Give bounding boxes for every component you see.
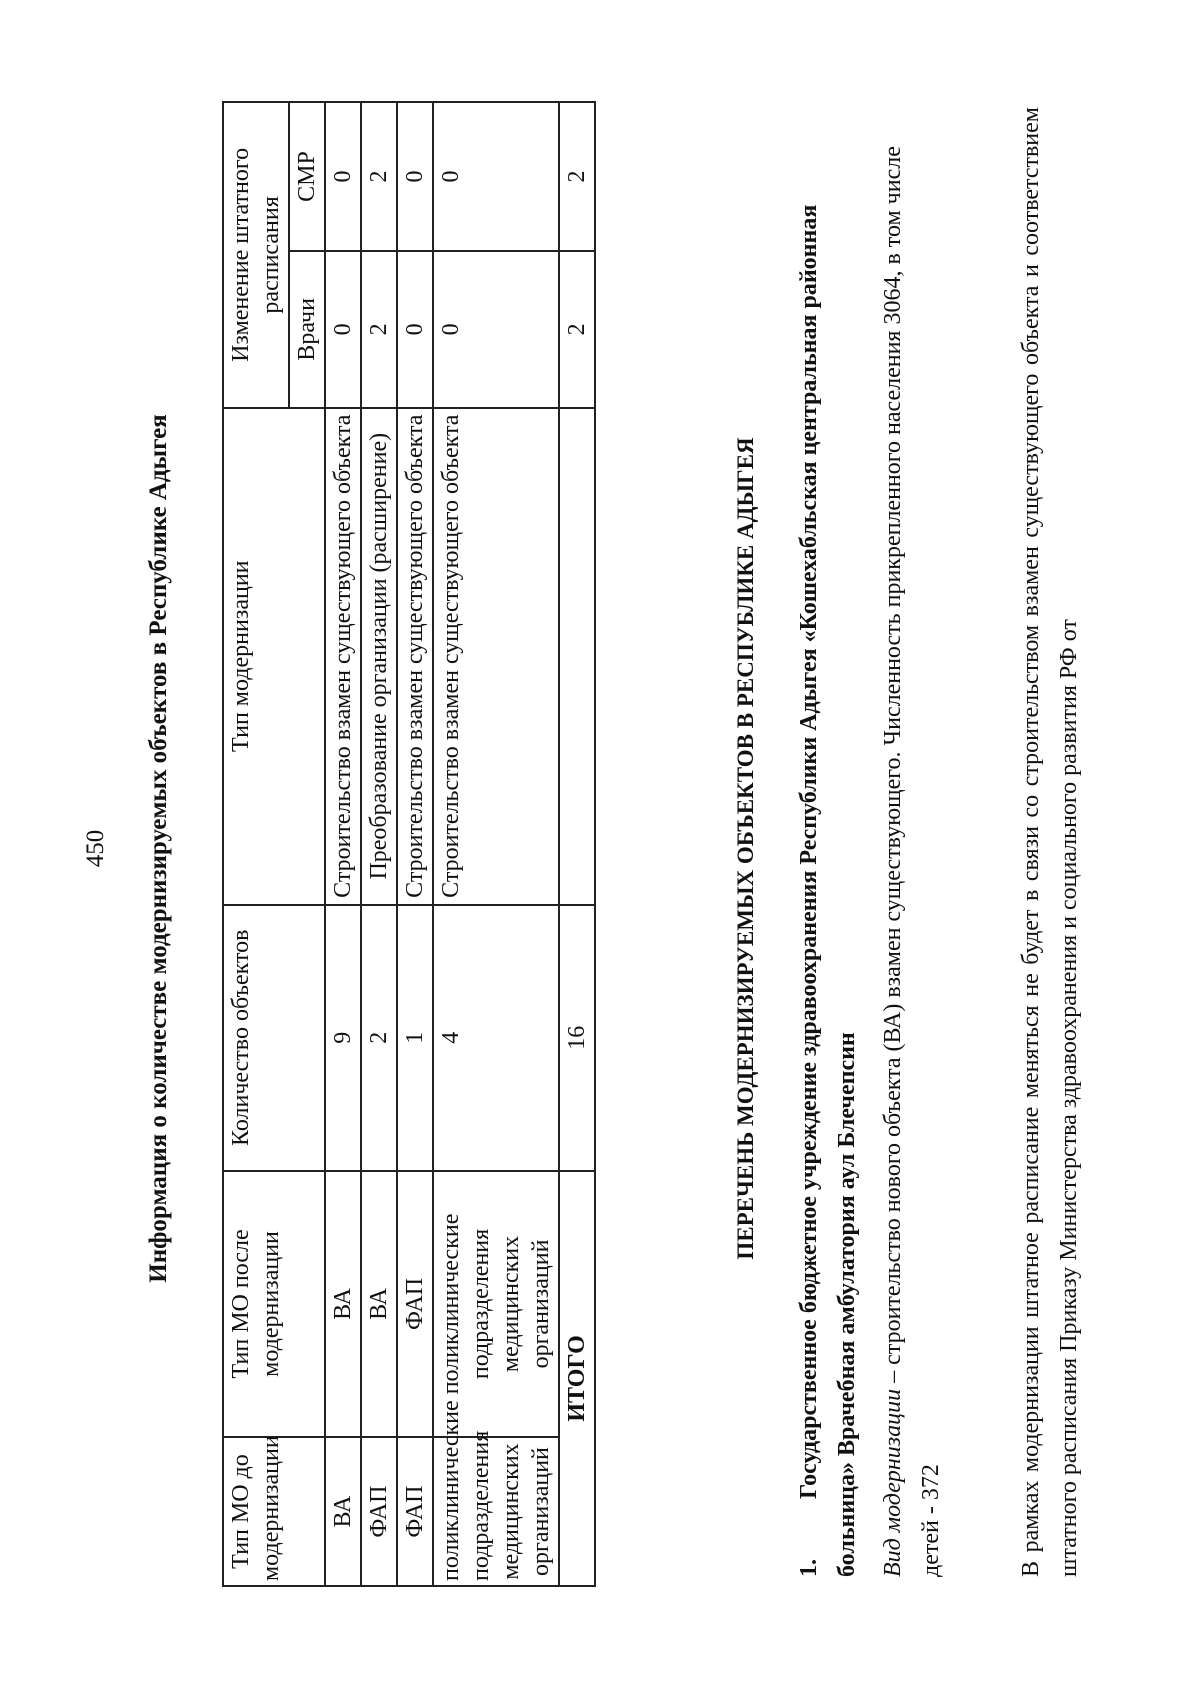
header-staff-change: Изменение штатного расписания	[223, 102, 289, 408]
header-type-after: Тип МО после модернизации	[223, 1171, 325, 1437]
cell-type: Строительство взамен существующего объекта	[433, 408, 559, 905]
cell-total-doctors: 2	[559, 251, 595, 408]
staffing-paragraph: В рамках модернизации штатное расписание меняться не будет в связи со строительством взамен существующего объекта и соответствием штатного расписания Приказу Министерства здравоохранения и социального развития РФ от	[1018, 107, 1082, 1577]
cell-smr: 0	[325, 102, 361, 251]
page-number: 450	[82, 829, 109, 868]
section-text: Государственное бюджетное учреждение здравоохранения Республики Адыгея «Кошехабльская центральная районная больница» Врачебная амбулатория аул Блечепсин	[796, 204, 860, 1577]
cell-doctors: 0	[433, 251, 559, 408]
cell-before: ФАП	[397, 1437, 433, 1586]
cell-smr: 0	[397, 102, 433, 251]
cell-after: ВА	[325, 1171, 361, 1437]
objects-table	[222, 101, 596, 1587]
cell-doctors: 0	[325, 251, 361, 408]
table-row	[397, 102, 433, 1586]
header-count: Количество объектов	[223, 905, 325, 1171]
section-heading	[790, 107, 866, 1577]
table-header-row	[223, 102, 289, 1586]
header-doctors: Врачи	[289, 251, 325, 408]
cell-total-empty	[559, 408, 595, 905]
section-number: 1.	[796, 1559, 822, 1577]
cell-before: поликлинические подразделения медицинских организаций	[433, 1437, 559, 1586]
cell-doctors: 2	[361, 251, 397, 408]
header-modernization-type: Тип модернизации	[223, 408, 325, 905]
cell-type: Преобразование организации (расширение)	[361, 408, 397, 905]
cell-after: поликлинические подразделения медицинских организаций	[433, 1171, 559, 1437]
cell-type: Строительство взамен существующего объекта	[325, 408, 361, 905]
cell-count: 4	[433, 905, 559, 1171]
table-row	[361, 102, 397, 1586]
cell-doctors: 0	[397, 251, 433, 408]
cell-total-smr: 2	[559, 102, 595, 251]
table-row	[433, 102, 559, 1586]
list-title: ПЕРЕЧЕНЬ МОДЕРНИЗИРУЕМЫХ ОБЪЕКТОВ В РЕСПУБЛИКЕ АДЫГЕЯ	[733, 437, 758, 1260]
page-title: Информация о количестве модернизируемых объектов в Республике Адыгея	[145, 414, 172, 1283]
cell-smr: 2	[361, 102, 397, 251]
cell-after: ФАП	[397, 1171, 433, 1437]
table-row	[325, 102, 361, 1586]
modernization-label: Вид модернизации	[880, 1388, 906, 1577]
cell-smr: 0	[433, 102, 559, 251]
cell-type: Строительство взамен существующего объекта	[397, 408, 433, 905]
cell-after: ВА	[361, 1171, 397, 1437]
cell-total-count: 16	[559, 905, 595, 1171]
cell-count: 1	[397, 905, 433, 1171]
cell-count: 2	[361, 905, 397, 1171]
modernization-text: – строительство нового объекта (ВА) взамен существующего. Численность прикрепленного населения 3064, в том числе детей - 372	[880, 146, 944, 1577]
cell-total-label: ИТОГО	[559, 1171, 595, 1586]
cell-before: ФАП	[361, 1437, 397, 1586]
cell-before: ВА	[325, 1437, 361, 1586]
header-type-before: Тип МО до модернизации	[223, 1437, 325, 1586]
header-smr: СМР	[289, 102, 325, 251]
table-total-row	[559, 102, 595, 1586]
cell-count: 9	[325, 905, 361, 1171]
modernization-paragraph	[874, 107, 950, 1577]
